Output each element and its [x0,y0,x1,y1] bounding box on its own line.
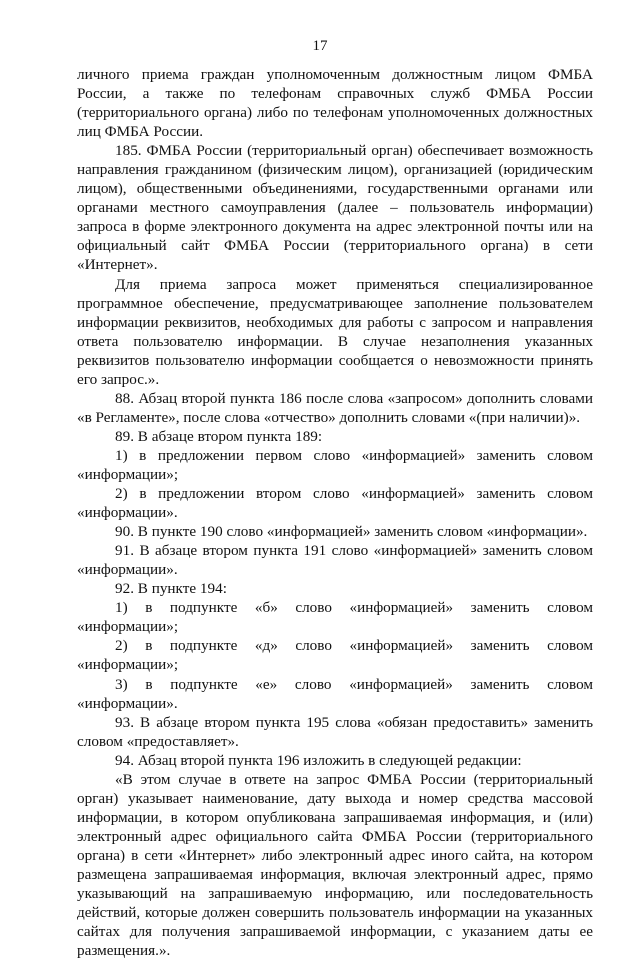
list-item: 1) в предложении первом слово «информацией» заменить словом «информации»; [77,446,593,483]
list-item: 2) в предложении втором слово «информацией» заменить словом «информации». [77,485,593,522]
paragraph-92: 92. В пункте 194: [115,580,227,598]
paragraph-91: 91. В абзаце втором пункта 191 слово «информацией» заменить словом «информации». [77,542,593,579]
page-number: 17 [312,38,328,54]
paragraph: Для приема запроса может применяться специализированное программное обеспечение, предусматривающее заполнение пользователем информации реквизитов, необходимых для работы с запросом и направления ответа пользователю информации. В случае незаполнения указанных реквизитов пользователю информации сообщается о невозможности принять его запрос.». [77,275,593,388]
paragraph: личного приема граждан уполномоченным должностным лицом ФМБА России, а также по телефонам справочных служб ФМБА России (территориального органа) либо по телефонам уполномоченных должностных лиц ФМБА России. [77,66,593,141]
paragraph-90: 90. В пункте 190 слово «информацией» заменить словом «информации». [115,523,588,541]
list-item: 2) в подпункте «д» слово «информацией» заменить словом «информации»; [77,637,593,674]
document-body [77,65,593,960]
paragraph-94: 94. Абзац второй пункта 196 изложить в следующей редакции: [115,751,522,769]
quoted-paragraph: «В этом случае в ответе на запрос ФМБА России (территориальный орган) указывает наименование, дату выхода и номер средства массовой информации, в котором опубликована запрашиваемая информация, и (или) электронный адрес официального сайта ФМБА России (территориального органа) в сети «Интернет» либо электронный адрес иного сайта, на котором размещена запрашиваемая информация, включая электронный адрес, прямо указывающий на запрашиваемую информацию, или последовательность действий, которые должен совершить пользователь информации на указанных сайтах для получения запрашиваемой информации, с указанием даты ее размещения.». [77,770,593,960]
list-item: 1) в подпункте «б» слово «информацией» заменить словом «информации»; [77,599,593,636]
paragraph-88: 88. Абзац второй пункта 186 после слова «запросом» дополнить словами «в Регламенте», после слова «отчество» дополнить словами «(при наличии)». [77,389,593,426]
paragraph-185: 185. ФМБА России (территориальный орган) обеспечивает возможность направления гражданином (физическим лицом), организацией (юридическим лицом), общественными объединениями, государственными органами или органами местного самоуправления (далее – пользователь информации) запроса в форме электронного документа на адрес электронной почты или на официальный сайт ФМБА России (территориального органа) в сети «Интернет». [77,142,593,274]
list-item: 3) в подпункте «е» слово «информацией» заменить словом «информации». [77,675,593,712]
paragraph-93: 93. В абзаце втором пункта 195 слова «обязан предоставить» заменить словом «предоставляет». [77,713,593,750]
paragraph-89: 89. В абзаце втором пункта 189: [115,427,323,445]
